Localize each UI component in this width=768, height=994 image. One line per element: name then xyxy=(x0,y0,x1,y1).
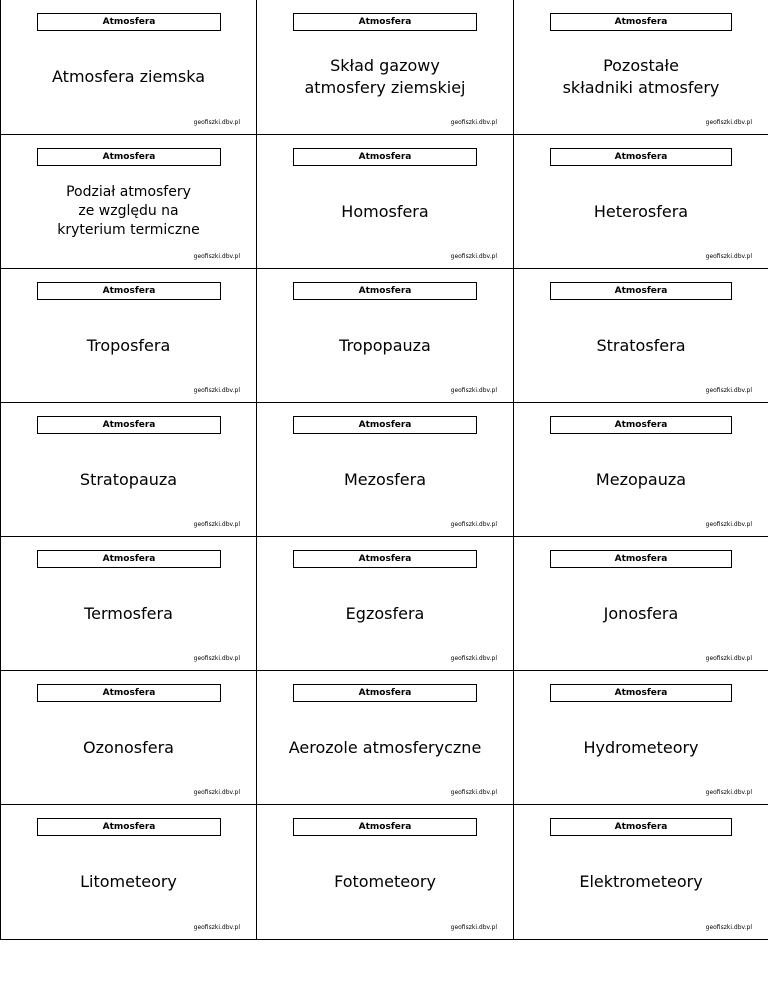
card-term: Heterosfera xyxy=(593,201,689,221)
card-category: Atmosfera xyxy=(293,13,477,31)
flashcard xyxy=(514,671,768,804)
card-footer: geofiszki.dbv.pl xyxy=(193,789,240,796)
card-category: Atmosfera xyxy=(293,684,477,702)
card-category: Atmosfera xyxy=(37,818,221,836)
card-term: Tropopauza xyxy=(339,335,431,355)
card-footer: geofiszki.dbv.pl xyxy=(193,119,240,126)
card-term: Elektrometeory xyxy=(579,872,703,891)
card-category: Atmosfera xyxy=(293,550,477,568)
card-footer: geofiszki.dbv.pl xyxy=(450,387,497,394)
card-term: Atmosfera ziemska xyxy=(52,67,205,86)
flashcard xyxy=(257,537,514,670)
card-term: Troposfera xyxy=(86,335,171,355)
card-row xyxy=(0,0,768,135)
card-category: Atmosfera xyxy=(550,148,732,166)
card-footer: geofiszki.dbv.pl xyxy=(193,924,240,931)
flashcard xyxy=(514,805,768,939)
card-term: Podział atmosfery ze względu na kryterium termiczne xyxy=(57,184,200,238)
flashcard xyxy=(514,403,768,536)
card-footer: geofiszki.dbv.pl xyxy=(705,655,752,662)
card-term: Termosfera xyxy=(84,603,173,623)
card-footer: geofiszki.dbv.pl xyxy=(705,521,752,528)
card-term: Homosfera xyxy=(341,201,429,221)
card-footer: geofiszki.dbv.pl xyxy=(705,119,752,126)
card-row xyxy=(0,403,768,537)
card-footer: geofiszki.dbv.pl xyxy=(193,655,240,662)
card-row xyxy=(0,805,768,940)
flashcard xyxy=(257,805,514,939)
card-category: Atmosfera xyxy=(37,282,221,300)
card-category: Atmosfera xyxy=(550,416,732,434)
card-term: Ozonosfera xyxy=(83,737,174,757)
card-footer: geofiszki.dbv.pl xyxy=(705,789,752,796)
card-term: Mezopauza xyxy=(595,469,687,489)
flashcard xyxy=(0,0,257,134)
card-footer: geofiszki.dbv.pl xyxy=(450,253,497,260)
card-category: Atmosfera xyxy=(293,818,477,836)
card-footer: geofiszki.dbv.pl xyxy=(193,387,240,394)
flashcard xyxy=(0,671,257,804)
card-term: Stratopauza xyxy=(79,469,178,489)
card-category: Atmosfera xyxy=(37,550,221,568)
card-footer: geofiszki.dbv.pl xyxy=(450,789,497,796)
card-category: Atmosfera xyxy=(37,13,221,31)
card-category: Atmosfera xyxy=(550,818,732,836)
flashcard xyxy=(0,269,257,402)
card-category: Atmosfera xyxy=(550,13,732,31)
card-footer: geofiszki.dbv.pl xyxy=(705,387,752,394)
flashcard xyxy=(257,135,514,268)
card-term: Egzosfera xyxy=(345,603,425,623)
card-category: Atmosfera xyxy=(550,282,732,300)
card-term: Aerozole atmosferyczne xyxy=(288,737,482,757)
card-category: Atmosfera xyxy=(550,550,732,568)
flashcard xyxy=(0,537,257,670)
card-term: Pozostałe składniki atmosfery xyxy=(562,56,720,97)
card-row xyxy=(0,537,768,671)
card-term: Skład gazowy atmosfery ziemskiej xyxy=(304,56,466,97)
card-footer: geofiszki.dbv.pl xyxy=(705,924,752,931)
card-category: Atmosfera xyxy=(37,148,221,166)
card-row xyxy=(0,269,768,403)
card-category: Atmosfera xyxy=(37,684,221,702)
card-term: Hydrometeory xyxy=(583,737,699,757)
card-term: Mezosfera xyxy=(343,469,427,489)
card-row xyxy=(0,671,768,805)
card-footer: geofiszki.dbv.pl xyxy=(450,924,497,931)
card-category: Atmosfera xyxy=(293,282,477,300)
flashcard xyxy=(514,0,768,134)
flashcard xyxy=(257,0,514,134)
card-footer: geofiszki.dbv.pl xyxy=(450,655,497,662)
flashcard xyxy=(0,135,257,268)
flashcard xyxy=(257,269,514,402)
flashcard xyxy=(514,269,768,402)
card-footer: geofiszki.dbv.pl xyxy=(705,253,752,260)
card-category: Atmosfera xyxy=(293,416,477,434)
flashcard xyxy=(514,537,768,670)
card-footer: geofiszki.dbv.pl xyxy=(450,119,497,126)
card-footer: geofiszki.dbv.pl xyxy=(193,253,240,260)
card-term: Fotometeory xyxy=(334,872,436,891)
card-footer: geofiszki.dbv.pl xyxy=(193,521,240,528)
flashcard xyxy=(0,403,257,536)
card-category: Atmosfera xyxy=(37,416,221,434)
card-footer: geofiszki.dbv.pl xyxy=(450,521,497,528)
card-category: Atmosfera xyxy=(550,684,732,702)
card-term: Litometeory xyxy=(80,872,177,891)
card-row xyxy=(0,135,768,269)
flashcard xyxy=(514,135,768,268)
card-category: Atmosfera xyxy=(293,148,477,166)
flashcard xyxy=(257,671,514,804)
flashcard xyxy=(257,403,514,536)
flashcard xyxy=(0,805,257,939)
card-term: Stratosfera xyxy=(596,335,686,355)
card-term: Jonosfera xyxy=(603,603,679,623)
